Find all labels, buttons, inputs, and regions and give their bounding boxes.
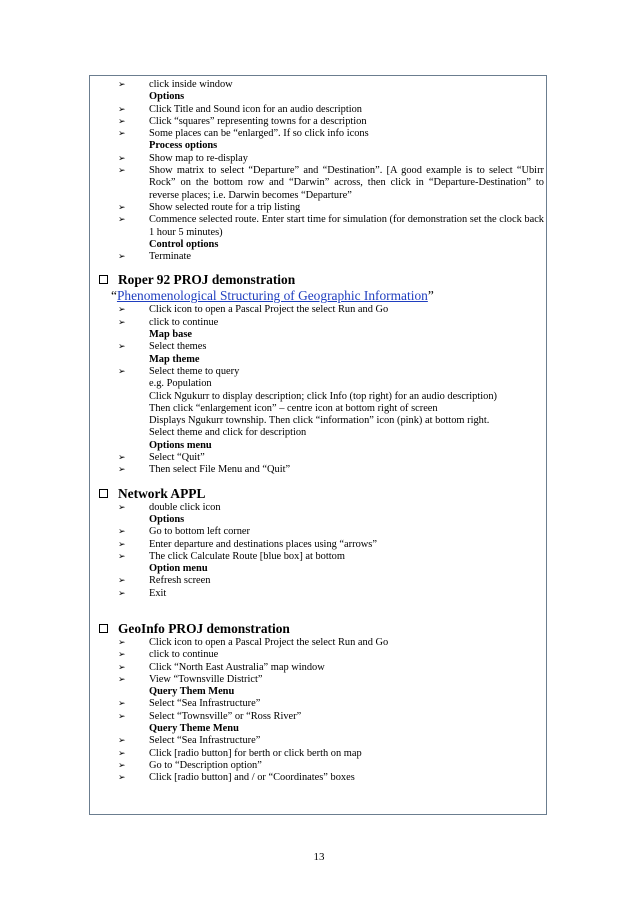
list-item xyxy=(118,502,546,514)
list-item xyxy=(118,526,546,538)
list-item-text: Select theme to query xyxy=(149,365,240,377)
arrow-bullet-icon: ➢ xyxy=(118,305,126,316)
plain-line: e.g. Population xyxy=(149,378,212,390)
arrow-bullet-icon: ➢ xyxy=(118,748,126,759)
list-item-text: Commence selected route. Enter start time for simulation (for demonstration set the clock back 1 hour 5 minutes) xyxy=(149,214,544,238)
plain-line: Click Ngukurr to display description; click Info (top right) for an audio description) xyxy=(149,390,498,402)
list-item-text: Click “squares” representing towns for a description xyxy=(149,115,367,127)
arrow-bullet-icon: ➢ xyxy=(118,453,126,464)
list-item-text: double click icon xyxy=(149,501,221,513)
arrow-bullet-icon: ➢ xyxy=(118,736,126,747)
list-item xyxy=(118,539,546,551)
arrow-bullet-icon: ➢ xyxy=(118,317,126,328)
heading-text: Network APPL xyxy=(118,485,206,501)
list-item xyxy=(118,649,546,661)
list-item xyxy=(118,317,546,329)
arrow-bullet-icon: ➢ xyxy=(118,662,126,673)
arrow-bullet-icon: ➢ xyxy=(118,539,126,550)
arrow-bullet-icon: ➢ xyxy=(118,366,126,377)
list-item xyxy=(118,551,546,563)
arrow-bullet-icon: ➢ xyxy=(118,674,126,685)
spacer xyxy=(118,600,546,612)
list-item xyxy=(118,214,546,239)
arrow-bullet-icon: ➢ xyxy=(118,699,126,710)
arrow-bullet-icon: ➢ xyxy=(118,202,126,213)
arrow-bullet-icon: ➢ xyxy=(118,502,126,513)
quote-open: “ xyxy=(111,288,117,304)
section-items xyxy=(118,637,546,785)
list-item-text: View “Townsville District” xyxy=(149,673,263,685)
plain-line: Select theme and click for description xyxy=(149,427,307,439)
list-item-text: Exit xyxy=(149,587,167,599)
checkbox-icon xyxy=(99,275,108,284)
subheading: Map theme xyxy=(149,353,200,365)
list-item-text: Select “Townsville” or “Ross River” xyxy=(149,710,302,722)
section-subtitle xyxy=(111,288,546,304)
list-item-text: Terminate xyxy=(149,251,191,263)
checkbox-icon xyxy=(99,624,108,633)
list-item xyxy=(118,165,546,202)
heading-text: Roper 92 PROJ demonstration xyxy=(118,272,296,288)
list-item xyxy=(118,748,546,760)
subheading: Options menu xyxy=(149,439,212,451)
arrow-bullet-icon: ➢ xyxy=(118,153,126,164)
subheading: Options xyxy=(149,91,185,103)
section-heading xyxy=(99,272,546,288)
list-item xyxy=(118,79,546,91)
checkbox-icon xyxy=(99,489,108,498)
section-geoinfo xyxy=(118,621,546,785)
arrow-bullet-icon: ➢ xyxy=(118,80,126,90)
section-heading xyxy=(99,621,546,637)
list-item-text: Click “North East Australia” map window xyxy=(149,661,325,673)
arrow-bullet-icon: ➢ xyxy=(118,342,126,353)
section-items xyxy=(118,502,546,600)
list-item-text: Go to bottom left corner xyxy=(149,526,250,538)
list-item-text: Show selected route for a trip listing xyxy=(149,201,301,213)
arrow-bullet-icon: ➢ xyxy=(118,551,126,562)
list-item xyxy=(118,588,546,600)
subheading: Map base xyxy=(149,329,193,341)
list-item xyxy=(118,662,546,674)
section-heading xyxy=(99,486,546,502)
list-item-text: Refresh screen xyxy=(149,575,211,587)
top-section xyxy=(118,79,546,263)
list-item-text: Show map to re-display xyxy=(149,152,248,164)
list-item xyxy=(118,637,546,649)
arrow-bullet-icon: ➢ xyxy=(118,527,126,538)
subheading: Options xyxy=(149,513,185,525)
arrow-bullet-icon: ➢ xyxy=(118,104,126,115)
list-item-text: click to continue xyxy=(149,316,219,328)
list-item-text: Click [radio button] for berth or click berth on map xyxy=(149,747,362,759)
list-item-text: Some places can be “enlarged”. If so click info icons xyxy=(149,128,369,140)
section-network xyxy=(118,486,546,600)
arrow-bullet-icon: ➢ xyxy=(118,760,126,771)
subheading: Query Them Menu xyxy=(149,686,235,698)
subheading: Query Theme Menu xyxy=(149,723,239,735)
list-item-text: Click Title and Sound icon for an audio description xyxy=(149,103,362,115)
section-items xyxy=(118,304,546,476)
list-item-text: Go to “Description option” xyxy=(149,759,262,771)
list-item xyxy=(118,452,546,464)
list-item-text: click to continue xyxy=(149,649,219,661)
arrow-bullet-icon: ➢ xyxy=(118,465,126,476)
list-item-text: Select “Quit” xyxy=(149,452,205,464)
plain-line: Displays Ngukurr township. Then click “information” icon (pink) at bottom right. xyxy=(149,415,490,427)
list-item-text: Click icon to open a Pascal Project the select Run and Go xyxy=(149,636,389,648)
list-item-text: Then select File Menu and “Quit” xyxy=(149,464,291,476)
arrow-bullet-icon: ➢ xyxy=(118,166,126,177)
list-item xyxy=(118,202,546,214)
arrow-bullet-icon: ➢ xyxy=(118,129,126,140)
arrow-bullet-icon: ➢ xyxy=(118,588,126,599)
list-item xyxy=(118,760,546,772)
list-item xyxy=(118,304,546,316)
list-item xyxy=(118,772,546,784)
arrow-bullet-icon: ➢ xyxy=(118,215,126,226)
list-item xyxy=(118,464,546,476)
list-item-text: Select “Sea Infrastructure” xyxy=(149,698,261,710)
page-number: 13 xyxy=(313,851,325,863)
list-item xyxy=(118,104,546,116)
subheading: Process options xyxy=(149,140,218,152)
list-item-text: Click [radio button] and / or “Coordinates” boxes xyxy=(149,772,355,784)
list-item-text: Select “Sea Infrastructure” xyxy=(149,735,261,747)
list-item-text: click inside window xyxy=(149,79,233,90)
subheading: Control options xyxy=(149,238,219,250)
arrow-bullet-icon: ➢ xyxy=(118,252,126,263)
list-item xyxy=(118,341,546,353)
list-item xyxy=(118,366,546,378)
list-item xyxy=(118,735,546,747)
plain-line: Then click “enlargement icon” – centre icon at bottom right of screen xyxy=(149,402,438,414)
arrow-bullet-icon: ➢ xyxy=(118,116,126,127)
list-item-text: Click icon to open a Pascal Project the select Run and Go xyxy=(149,304,389,316)
list-item-text: The click Calculate Route [blue box] at bottom xyxy=(149,550,345,562)
arrow-bullet-icon: ➢ xyxy=(118,576,126,587)
arrow-bullet-icon: ➢ xyxy=(118,650,126,661)
quote-close: ” xyxy=(427,288,434,304)
list-item xyxy=(118,251,546,263)
list-item xyxy=(118,674,546,686)
arrow-bullet-icon: ➢ xyxy=(118,637,126,648)
list-item-text: Show matrix to select “Departure” and “Destination”. [A good example is to select “Ubirr Rock” on the bottom row and “Darwin” across, then click in “Departure-Destination” to reverse places; i.e. Darwin becomes “Departure” xyxy=(149,165,544,201)
list-item xyxy=(118,128,546,140)
list-item xyxy=(118,116,546,128)
arrow-bullet-icon: ➢ xyxy=(118,773,126,784)
heading-text: GeoInfo PROJ demonstration xyxy=(118,620,290,636)
section-roper xyxy=(111,272,546,476)
list-item xyxy=(118,711,546,723)
subtitle-link[interactable]: Phenomenological Structuring of Geographic Information xyxy=(116,288,428,304)
page-content xyxy=(111,79,546,785)
list-item-text: Enter departure and destinations places using “arrows” xyxy=(149,538,377,550)
arrow-bullet-icon: ➢ xyxy=(118,711,126,722)
subheading: Option menu xyxy=(149,563,208,575)
list-item-text: Select themes xyxy=(149,341,207,353)
list-item xyxy=(118,153,546,165)
list-item xyxy=(118,698,546,710)
list-item xyxy=(118,575,546,587)
